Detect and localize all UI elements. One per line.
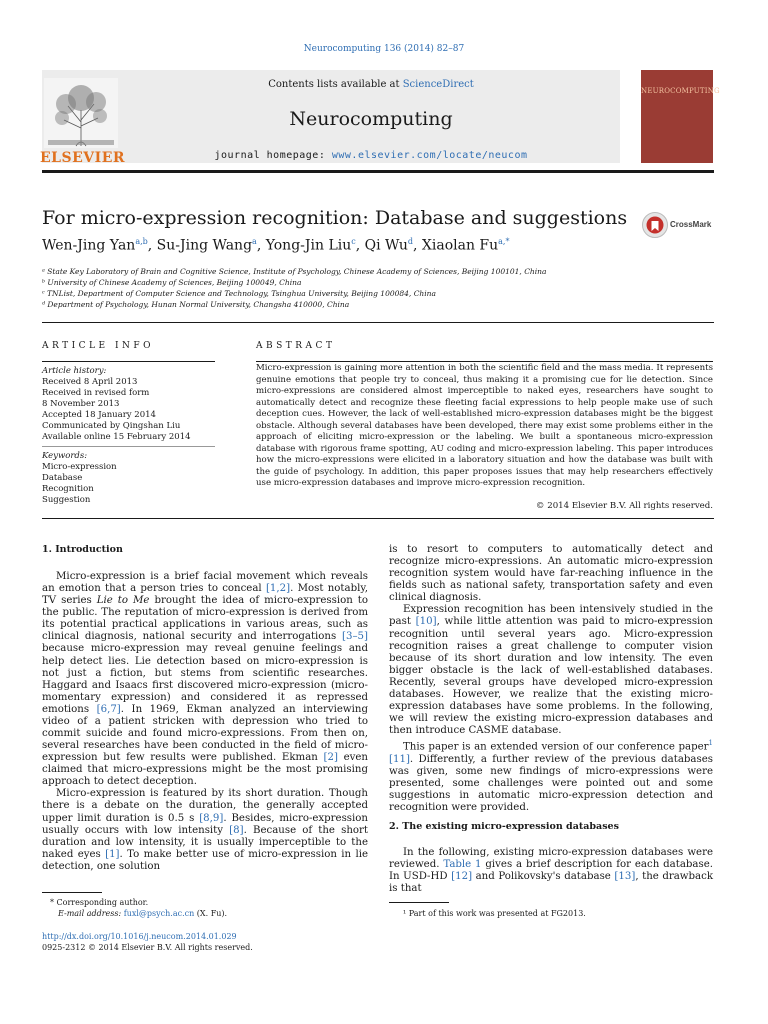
keyword: Suggestion (42, 495, 91, 505)
contents-line (122, 79, 620, 90)
affiliation-b: ᵇ University of Chinese Academy of Sciences, Beijing 100049, China (42, 278, 302, 287)
body-text: . Differently, a further review of the previous databases was given, some new findings of micro-expressions were presented, some challenges were pointed out and some suggestions in automatic micro-expression detection and recognition were provided. (389, 753, 713, 814)
author-affiliation-marker[interactable]: d (407, 237, 413, 246)
abstract-heading: ABSTRACT (256, 341, 336, 351)
citation-link[interactable]: Table 1 (443, 859, 482, 871)
header-rule (42, 170, 714, 173)
article-info-heading: ARTICLE INFO (42, 341, 155, 351)
citation-link[interactable]: [6,7] (96, 703, 121, 715)
affiliation-c: ᶜ TNList, Department of Computer Science and Technology, Tsinghua University, Beijing 100084, China (42, 289, 436, 298)
history-item: Received 8 April 2013 (42, 377, 138, 387)
section-1-heading: 1. Introduction (42, 544, 123, 555)
history-item: Communicated by Qingshan Liu (42, 421, 181, 431)
body-text: Micro-expression is a brief facial movement which reveals an emotion that a person tries to conceal (42, 571, 368, 595)
citation-link[interactable]: [1] (105, 848, 120, 860)
emphasis-text: Lie to Me (96, 595, 150, 607)
author-list: Wen-Jing Yan$^{a,b}$, Su-Jing Wang$^a$, Yong-Jin Liu$^c$, Qi Wu$^d$, Xiaolan $Fu^{a,*}$ (42, 237, 510, 254)
footnote-1: ¹ Part of this work was presented at FG2013. (403, 909, 586, 918)
history-item: Accepted 18 January 2014 (42, 410, 156, 420)
databases-paragraph-1 (389, 847, 713, 895)
email-label: E-mail address: (58, 909, 124, 918)
citation-link[interactable]: [10] (415, 616, 437, 628)
footnote-rule-left (42, 892, 102, 893)
author-affiliation-marker[interactable]: a,b (135, 237, 148, 246)
body-text: gives a brief description for each database. In USD-HD (389, 859, 713, 883)
issn-line: 0925-2312 © 2014 Elsevier B.V. All rights reserved. (42, 943, 253, 952)
citation-link[interactable]: [8,9] (199, 812, 224, 824)
abstract-copyright: © 2014 Elsevier B.V. All rights reserved. (535, 501, 713, 511)
homepage-prefix: journal homepage: (214, 150, 332, 161)
citation-link[interactable]: 1 (708, 739, 713, 748)
crossmark-label[interactable]: CrossMark (670, 220, 712, 229)
body-text: , the drawback is that (389, 871, 714, 895)
footnote-rule-right (389, 902, 449, 903)
body-text: even claimed that micro-expressions might be the most promising approach to detect deception. (42, 752, 368, 788)
body-text: This paper is an extended version of our conference paper (403, 741, 709, 753)
homepage-link[interactable]: www.elsevier.com/locate/neucom (331, 150, 528, 161)
corresponding-author-note: * Corresponding author. (50, 898, 149, 907)
keywords-rule (42, 446, 215, 447)
body-column-left (42, 571, 368, 873)
author-affiliation-marker[interactable]: a (252, 237, 257, 246)
author-affiliation-marker[interactable]: a,* (498, 237, 510, 246)
body-text: Expression recognition has been intensively studied in the past (389, 604, 713, 628)
abstract-rule (256, 361, 713, 362)
affiliation-a: ᵃ State Key Laboratory of Brain and Cognitive Science, Institute of Psychology, Chinese Academy of Sciences, Beijing 100101, China (42, 267, 547, 276)
intro-paragraph-5 (389, 737, 713, 814)
history-item: 8 November 2013 (42, 399, 120, 409)
intro-paragraph-4 (389, 604, 713, 737)
journal-name: Neurocomputing (289, 108, 453, 130)
doi-link[interactable]: http://dx.doi.org/10.1016/j.neucom.2014.01.029 (42, 932, 237, 941)
article-history (42, 366, 191, 443)
keywords-label: Keywords: (42, 451, 88, 461)
journal-cover-thumbnail[interactable] (641, 70, 720, 163)
section-2-text (389, 847, 713, 895)
intro-paragraph-3 (389, 544, 713, 604)
keyword: Database (42, 473, 83, 483)
citation-link[interactable]: [13] (614, 871, 636, 883)
citation-link[interactable]: [12] (451, 871, 473, 883)
citation-link[interactable]: [3–5] (341, 631, 368, 643)
author-name[interactable]: Wen-Jing Yan (42, 237, 136, 254)
sciencedirect-link[interactable]: ScienceDirect (402, 79, 474, 90)
author-name[interactable]: Xiaolan Fu (421, 237, 499, 254)
email-note (58, 908, 227, 919)
email-link[interactable]: fuxl@psych.ac.cn (123, 909, 195, 918)
keyword: Recognition (42, 484, 94, 494)
affiliation-d: ᵈ Department of Psychology, Hunan Normal University, Changsha 410000, China (42, 300, 350, 309)
cover-title: NEUROCOMPUTING (641, 87, 720, 95)
body-text: Micro-expression is featured by its short duration. Though there is a debate on the duration, the generally accepted upper limit duration is 0.5 s (42, 788, 368, 824)
author-name[interactable]: Yong-Jin Liu (265, 237, 352, 254)
section-2-heading: 2. The existing micro-expression databases (389, 821, 619, 832)
intro-paragraph-1 (42, 571, 368, 788)
body-text: . In 1969, Ekman analyzed an interviewing video of a patient stricken with depression who tried to commit suicide and found micro-expressions. From then on, several researches have been conducted in the field of micro-expression but few results were published. Ekman (42, 703, 368, 764)
body-text: brought the idea of micro-expression to the public. The reputation of micro-expression is derived from its potential practical applications in various areas, such as clinical diagnosis, national security and interrogations (42, 595, 368, 643)
body-text: . To make better use of micro-expression in lie detection, one solution (42, 848, 368, 872)
body-text: and Polikovsky's database (472, 871, 615, 883)
crossmark-icon[interactable] (642, 212, 668, 238)
elsevier-wordmark: ELSEVIER (40, 150, 126, 166)
citation-link[interactable]: [11] (389, 753, 410, 765)
history-item: Available online 15 February 2014 (42, 432, 191, 442)
body-column-right (389, 544, 713, 814)
abstract-bottom-rule (42, 518, 714, 519)
body-text: . Most notably, TV series (42, 583, 369, 607)
body-text: . Besides, micro-expression usually occurs with low intensity (42, 812, 368, 836)
body-text: because micro-expression may reveal genuine feelings and help detect lies. Lie detection based on micro-expression is not just a fiction, but stems from scientific researches. Haggard and Isaacs first discovered micro-expression (micro-momentary expression) and considered it as repressed emotions (42, 643, 368, 715)
author-affiliation-marker[interactable]: c (351, 237, 356, 246)
journal-homepage (122, 150, 620, 161)
author-name[interactable]: Su-Jing Wang (156, 237, 253, 254)
citation-link[interactable]: [1,2] (265, 583, 291, 595)
article-title: For micro-expression recognition: Database and suggestions (42, 207, 628, 229)
citation-link[interactable]: [8] (229, 824, 244, 836)
body-text: In the following, existing micro-expression databases were reviewed. (389, 847, 713, 871)
history-label: Article history: (42, 366, 107, 376)
intro-paragraph-2 (42, 788, 368, 873)
citation-link[interactable]: [2] (323, 752, 338, 764)
keyword: Micro-expression (42, 462, 117, 472)
body-text: , while little attention was paid to micro-expression recognition until several years ago. Micro-expression recognition raises a great challenge to computer vision because of its short duration and low intensity. The even bigger obstacle is the lack of well-established databases. Recently, several groups have developed micro-expression databases. However, we realize that the existing micro-expression databases have some problems. In the following, we will review the existing micro-expression databases and then introduce CASME database. (389, 616, 713, 737)
body-text: . Because of the short duration and low intensity, it is usually imperceptible to the naked eyes (42, 824, 368, 860)
keywords (42, 451, 117, 506)
abstract-text: Micro-expression is gaining more attention in both the scientific field and the mass media. It represents genuine emotions that people try to conceal, thus making it a promising cue for lie detection. Since micro-expressions are considered almost imperceptible to naked eyes, researchers have sought to automatically detect and recognize these fleeting facial expressions to help people make use of such deception cues. However, the lack of well-established micro-expression databases might be the biggest obstacle. Although several databases have been developed, there may exist some problems either in the approach of eliciting micro-expression or the labeling. We built a spontaneous micro-expression database with rigorous frame spotting, AU coding and micro-expression labeling. This paper introduces how the micro-expressions were elicited in a laboratory situation and how the database was built with the guide of psychology. In addition, this paper proposes issues that may help researchers effectively use micro-expression databases and improve micro-expression recognition. (256, 363, 713, 489)
contents-prefix: Contents lists available at (268, 79, 403, 90)
author-name[interactable]: Qi Wu (364, 237, 408, 254)
body-text: is to resort to computers to automatically detect and recognize micro-expressions. An automatic micro-expression recognition system would have far-reaching influence in the fields such as national safety, transportation safety and even clinical diagnosis. (389, 544, 713, 604)
history-item: Received in revised form (42, 388, 150, 398)
email-suffix: (X. Fu). (194, 909, 228, 918)
authors-rule (42, 322, 714, 323)
journal-reference[interactable]: Neurocomputing 136 (2014) 82–87 (303, 44, 465, 54)
article-info-rule (42, 361, 215, 362)
